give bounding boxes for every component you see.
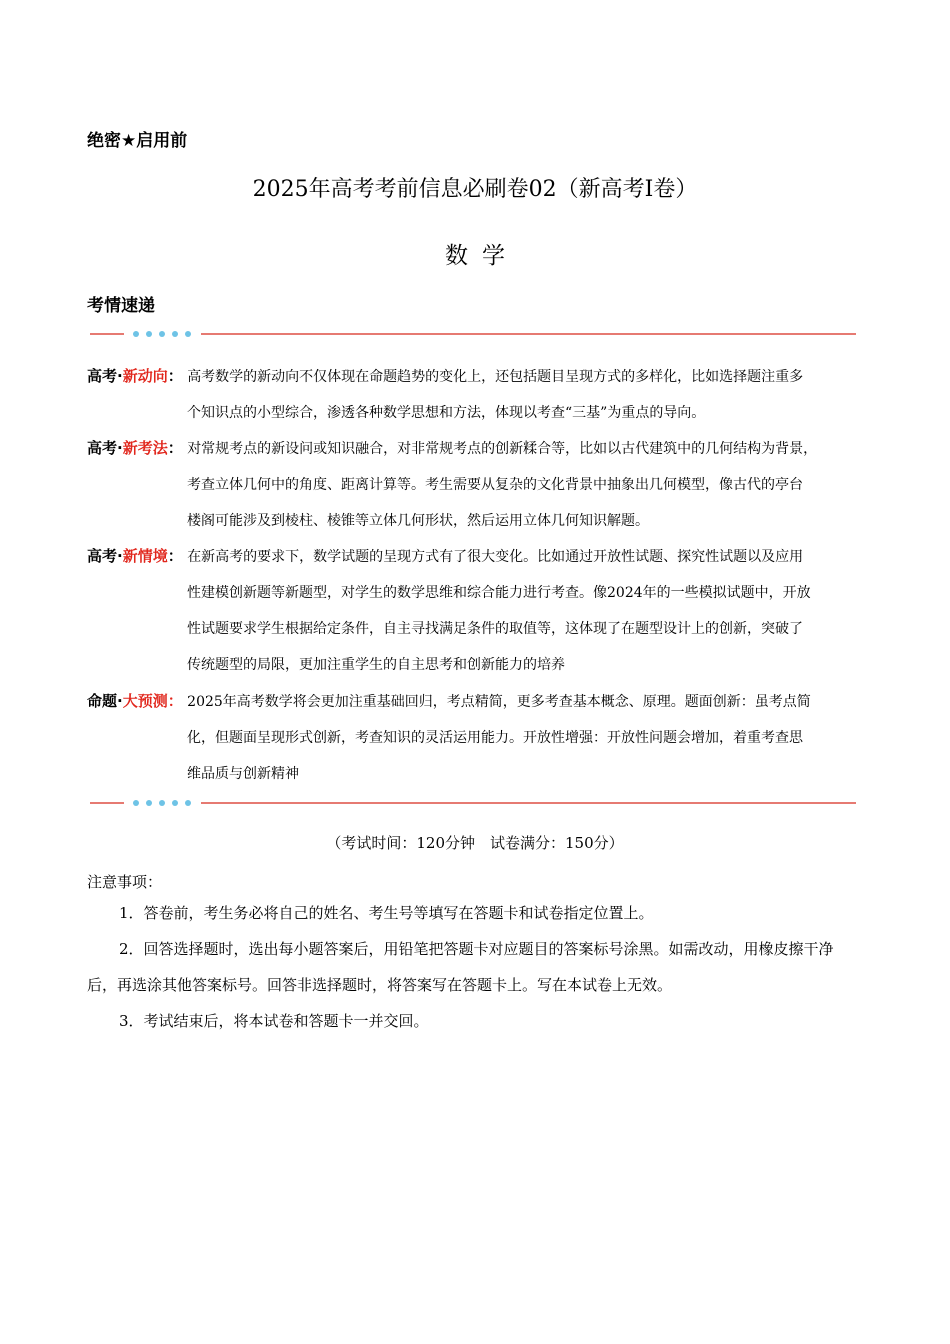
entry-label <box>87 439 183 457</box>
divider-line-right <box>201 802 856 804</box>
subject-title: 数学 <box>445 243 519 269</box>
divider-dot <box>146 800 152 806</box>
label-prefix: 高考· <box>87 367 123 385</box>
label-highlight: 新情境 <box>122 547 168 565</box>
divider-line-left <box>90 802 124 804</box>
entry-line <box>87 683 877 720</box>
divider-dot <box>159 331 165 337</box>
label-prefix: 高考· <box>87 439 123 457</box>
notice-title: 注意事项： <box>87 873 163 891</box>
label-highlight: 新考法 <box>122 439 168 457</box>
entry-line: 性建模创新题等新题型，对学生的数学思维和综合能力进行考查。像2024年的一些模拟试题中，开放 <box>187 585 811 601</box>
divider-dot <box>185 331 191 337</box>
secret-label: 绝密★启用前 <box>87 131 188 151</box>
notice-item: 3．考试结束后，将本试卷和答题卡一并交回。 <box>119 1012 429 1030</box>
divider-dots <box>133 799 191 807</box>
divider-dot <box>133 331 139 337</box>
entry-line: 化，但题面呈现形式创新，考查知识的灵活运用能力。开放性增强：开放性问题会增加，着重考查思 <box>187 730 803 746</box>
entry-new-method <box>87 430 877 539</box>
entry-line: 传统题型的局限，更加注重学生的自主思考和创新能力的培养 <box>187 657 565 673</box>
divider-line-right <box>201 333 856 335</box>
entry-line: 个知识点的小型综合，渗透各种数学思想和方法，体现以考查“三基”为重点的导向。 <box>187 405 706 421</box>
entry-line <box>87 358 877 395</box>
divider-dot <box>172 800 178 806</box>
entry-label <box>87 367 183 385</box>
entry-label <box>87 547 183 565</box>
entry-prediction <box>87 683 877 792</box>
notice-item: 1．答卷前，考生务必将自己的姓名、考生号等填写在答题卡和试卷指定位置上。 <box>119 904 654 922</box>
divider-dot <box>172 331 178 337</box>
divider-dot <box>146 331 152 337</box>
label-highlight: 大预测： <box>122 692 183 710</box>
notice-list <box>87 895 863 1039</box>
entry-line: 维品质与创新精神 <box>187 766 299 782</box>
entry-text: 在新高考的要求下，数学试题的呈现方式有了很大变化。比如通过开放性试题、探究性试题以及应用 <box>187 549 804 565</box>
divider-line-left <box>90 333 124 335</box>
page-title: 2025年高考考前信息必刷卷02（新高考Ⅰ卷） <box>252 177 698 202</box>
label-highlight: 新动向 <box>122 367 168 385</box>
entry-line <box>87 430 877 467</box>
section-title: 考情速递 <box>87 296 155 316</box>
label-suffix: ： <box>167 439 183 457</box>
label-suffix: ： <box>167 547 183 565</box>
entry-text: 2025年高考数学将会更加注重基础回归，考点精简，更多考查基本概念、原理。题面创新：虽考点简 <box>187 694 811 710</box>
entry-line: 性试题要求学生根据给定条件，自主寻找满足条件的取值等，这体现了在题型设计上的创新，突破了 <box>187 621 803 637</box>
entry-text: 对常规考点的新设问或知识融合，对非常规考点的创新糅合等，比如以古代建筑中的几何结构为背景， <box>187 441 818 457</box>
top-divider <box>90 328 856 340</box>
entry-new-direction <box>87 358 877 431</box>
divider-dot <box>185 800 191 806</box>
entry-line <box>87 538 877 575</box>
entry-label <box>87 692 183 710</box>
exam-info: （考试时间：120分钟 试卷满分：150分） <box>326 834 624 852</box>
notice-item: 2．回答选择题时，选出每小题答案后，用铅笔把答题卡对应题目的答案标号涂黑。如需改动，用橡皮擦干净后，再选涂其他答案标号。回答非选择题时，将答案写在答题卡上。写在本试卷上无效。 <box>87 940 834 994</box>
label-suffix: ： <box>167 367 183 385</box>
entry-line: 楼阁可能涉及到棱柱、棱锥等立体几何形状，然后运用立体几何知识解题。 <box>187 513 649 529</box>
divider-dot <box>159 800 165 806</box>
divider-dot <box>133 800 139 806</box>
entry-line: 考查立体几何中的角度、距离计算等。考生需要从复杂的文化背景中抽象出几何模型，像古代的亭台 <box>187 477 803 493</box>
label-prefix: 高考· <box>87 547 123 565</box>
divider-dots <box>133 330 191 338</box>
entry-new-context <box>87 538 877 683</box>
bottom-divider <box>90 797 856 809</box>
entry-text: 高考数学的新动向不仅体现在命题趋势的变化上，还包括题目呈现方式的多样化，比如选择题注重多 <box>187 369 804 385</box>
label-prefix: 命题· <box>87 692 123 710</box>
